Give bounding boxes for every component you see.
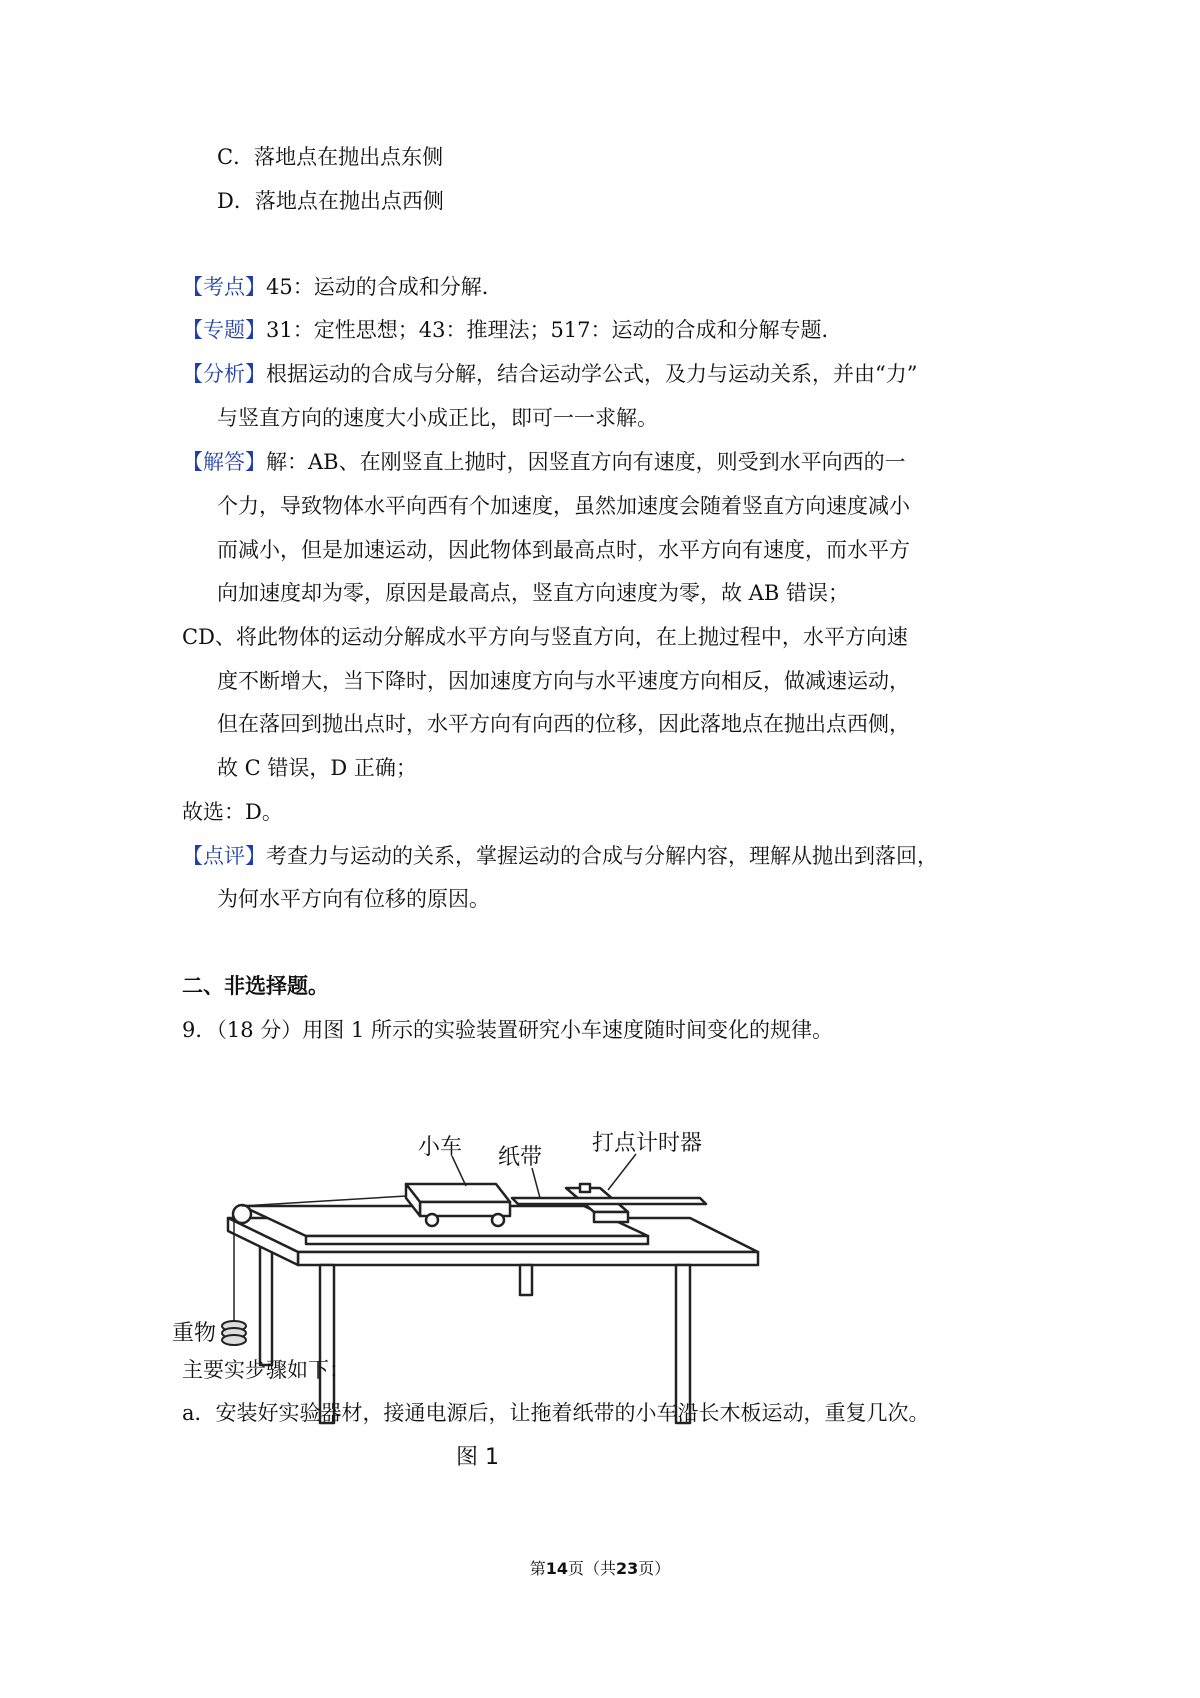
dianping-line-1 [182, 841, 938, 871]
string [242, 1196, 406, 1206]
cd-line-2: 度不断增大，当下降时，因加速度方向与水平速度方向相反，做减速运动， [217, 669, 910, 693]
zhuanti-text: 31：定性思想；43：推理法；517：运动的合成和分解专题． [266, 318, 843, 342]
figure-caption: 图 1 [456, 1445, 499, 1470]
steps-intro: 主要实步骤如下： [182, 1358, 350, 1382]
step-a: a．安装好实验器材，接通电源后，让拖着纸带的小车沿长木板运动，重复几次。 [182, 1401, 930, 1425]
zhuanti-line [182, 315, 843, 345]
timer-front [594, 1212, 628, 1222]
cart-wheel [492, 1214, 504, 1226]
paper-tape [512, 1198, 706, 1204]
jieda-line-2: 个力，导致物体水平向西有个加速度，虽然加速度会随着竖直方向速度减小 [217, 494, 910, 518]
option-d: D．落地点在抛出点西侧 [217, 189, 444, 213]
jieda-line-4: 向加速度却为零，原因是最高点，竖直方向速度为零，故 AB 错误； [217, 581, 849, 605]
table-leg-back-left [260, 1235, 272, 1365]
answer-line: 故选：D。 [182, 800, 283, 824]
cart-wheel [426, 1214, 438, 1226]
table-front-edge [298, 1252, 758, 1265]
table-leg-back-right [520, 1265, 532, 1295]
leader-tape [532, 1168, 540, 1198]
footer-page-number: 14 [545, 1559, 568, 1578]
label-tape: 纸带 [498, 1145, 543, 1170]
fenxi-tag: 【分析】 [182, 362, 266, 386]
zhuanti-tag: 【专题】 [182, 318, 266, 342]
footer-mid: 页（共 [567, 1559, 616, 1578]
leader-car [452, 1156, 466, 1186]
jieda-line-3: 而减小，但是加速运动，因此物体到最高点时，水平方向有速度，而水平方 [217, 538, 910, 562]
cd-line-4: 故 C 错误，D 正确； [217, 756, 417, 780]
label-weight: 重物 [172, 1321, 217, 1346]
dianping-line-2: 为何水平方向有位移的原因。 [217, 887, 490, 911]
cd-line-1: CD、将此物体的运动分解成水平方向与竖直方向，在上抛过程中，水平方向速 [182, 625, 908, 649]
label-timer: 打点计时器 [592, 1131, 703, 1156]
fenxi-text-1: 根据运动的合成与分解，结合运动学公式，及力与运动关系，并由“力” [266, 362, 918, 386]
section-heading: 二、非选择题。 [182, 974, 329, 998]
fenxi-line-1 [182, 359, 917, 389]
dianping-tag: 【点评】 [182, 844, 266, 868]
dianping-text-1: 考查力与运动的关系，掌握运动的合成与分解内容，理解从抛出到落回， [266, 844, 938, 868]
jieda-tag: 【解答】 [182, 450, 266, 474]
question-9: 9．（18 分）用图 1 所示的实验装置研究小车速度随时间变化的规律。 [182, 1018, 833, 1042]
fenxi-line-2: 与竖直方向的速度大小成正比，即可一一求解。 [217, 406, 658, 430]
kaodian-text: 45：运动的合成和分解． [266, 275, 503, 299]
timer-terminal [580, 1184, 590, 1192]
pulley [233, 1205, 251, 1223]
option-c: C．落地点在抛出点东侧 [217, 145, 444, 169]
long-board-edge [306, 1236, 648, 1244]
page-footer [0, 1556, 1200, 1579]
label-car: 小车 [418, 1135, 463, 1160]
cd-line-3: 但在落回到抛出点时，水平方向有向西的位移，因此落地点在抛出点西侧， [217, 712, 910, 736]
jieda-line-1 [182, 447, 906, 477]
weight-icon [222, 1321, 246, 1345]
footer-suffix: 页） [638, 1559, 671, 1578]
leader-timer [608, 1154, 636, 1190]
footer-prefix: 第 [529, 1559, 546, 1578]
jieda-text-1: 解：AB、在刚竖直上抛时，因竖直方向有速度，则受到水平向西的一 [266, 450, 906, 474]
footer-total-pages: 23 [616, 1559, 639, 1578]
cart-top [406, 1184, 510, 1202]
kaodian-line [182, 272, 503, 302]
kaodian-tag: 【考点】 [182, 275, 266, 299]
